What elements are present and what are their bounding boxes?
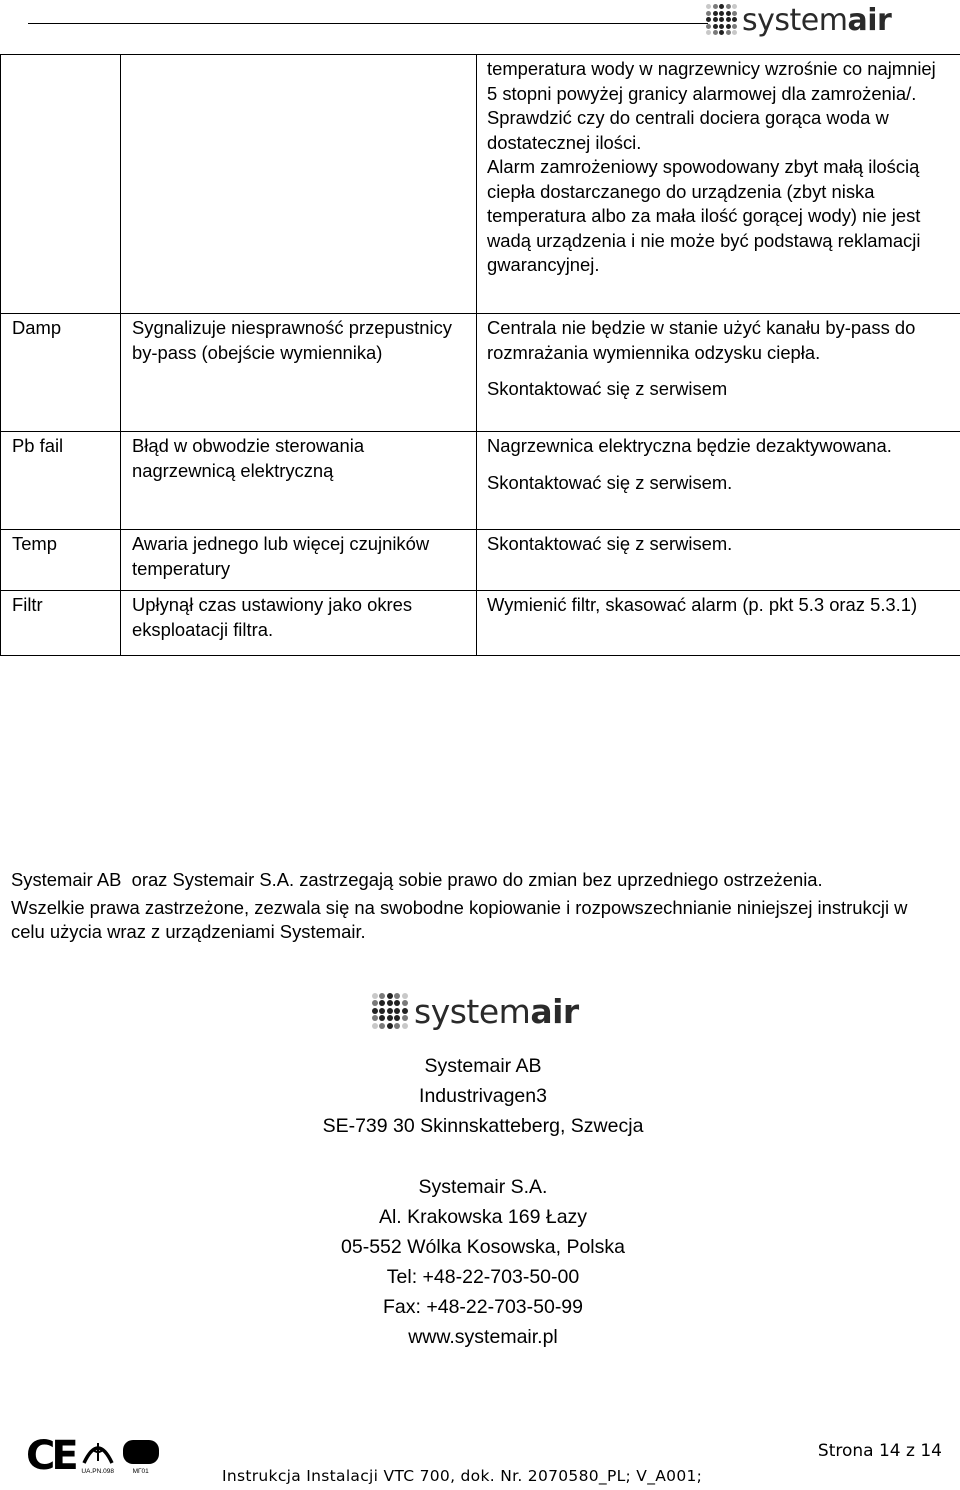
pct-mark: МГ01 bbox=[121, 1437, 161, 1475]
action-text: Alarm zamrożeniowy spowodowany zbyt małą ilością ciepła dostarczanego do urządzenia (zbyt niska temperatura albo za mała ilość gorącej wody) nie jest wadą urządzenia i nie może być podstawą reklamacji gwarancyjnej. bbox=[487, 156, 921, 275]
notice-line: Systemair AB oraz Systemair S.A. zastrzegają sobie prawo do zmian bez uprzedniego ostrzeżenia. bbox=[11, 869, 823, 890]
alarm-description-cell: Upłynął czas ustawiony jako okres eksploatacji filtra. bbox=[121, 591, 477, 656]
alarm-code-cell: Damp bbox=[1, 314, 121, 432]
table-row bbox=[1, 591, 960, 656]
company-city: 05-552 Wólka Kosowska, Polska bbox=[341, 1236, 625, 1258]
company-name: Systemair AB bbox=[424, 1055, 542, 1077]
alarm-code-cell: Filtr bbox=[1, 591, 121, 656]
logo-wordmark: systemair bbox=[742, 2, 892, 38]
ce-mark-icon: CE bbox=[26, 1433, 75, 1479]
alarm-code-cell bbox=[1, 55, 121, 314]
alarm-action-cell bbox=[477, 432, 960, 530]
ua-trident-icon bbox=[81, 1437, 115, 1467]
copyright-notice bbox=[11, 868, 941, 945]
company-website: www.systemair.pl bbox=[408, 1326, 558, 1348]
pct-mark-icon bbox=[121, 1437, 161, 1467]
document-footer: Instrukcja Instalacji VTC 700, dok. Nr. 2070580_PL; V_A001; bbox=[222, 1467, 703, 1485]
notice-line: Wszelkie prawa zastrzeżone, zezwala się na swobodne kopiowanie i rozpowszechnianie niniejszej instrukcji w celu użycia wraz z urządzeniami Systemair. bbox=[11, 896, 908, 942]
company-street: Industrivagen3 bbox=[419, 1085, 547, 1107]
company-fax: Fax: +48-22-703-50-99 bbox=[383, 1296, 583, 1318]
page-number: Strona 14 z 14 bbox=[817, 1441, 942, 1461]
address-systemair-sa bbox=[0, 1172, 960, 1352]
alarm-description-cell: Sygnalizuje niesprawność przepustnicy by-pass (obejście wymiennika) bbox=[121, 314, 477, 432]
action-text: Centrala nie będzie w stanie użyć kanału by-pass do rozmrażania wymiennika odzysku ciepła. bbox=[487, 317, 916, 363]
action-text: Wymienić filtr, skasować alarm (p. pkt 5.3 oraz 5.3.1) bbox=[487, 594, 918, 615]
systemair-logo-header bbox=[706, 2, 891, 38]
header-rule bbox=[28, 23, 708, 24]
alarm-action-cell bbox=[477, 591, 960, 656]
logo-wordmark: systemair bbox=[414, 991, 579, 1031]
table-row bbox=[1, 314, 960, 432]
company-phone: Tel: +48-22-703-50-00 bbox=[386, 1266, 580, 1288]
table-row bbox=[1, 432, 960, 530]
action-text: Skontaktować się z serwisem. bbox=[487, 471, 733, 493]
logo-dots-icon bbox=[706, 4, 738, 36]
alarm-code-cell: Pb fail bbox=[1, 432, 121, 530]
alarm-table bbox=[0, 54, 960, 656]
company-street: Al. Krakowska 169 Łazy bbox=[378, 1206, 588, 1228]
ua-conformity-mark: UA.PN.098 bbox=[81, 1437, 115, 1475]
action-text: Sprawdzić czy do centrali dociera gorąca woda w dostatecznej ilości. bbox=[487, 107, 889, 153]
company-name: Systemair S.A. bbox=[418, 1176, 548, 1198]
table-row bbox=[1, 55, 960, 314]
systemair-logo bbox=[372, 990, 579, 1032]
alarm-action-cell bbox=[477, 314, 960, 432]
alarm-description-cell bbox=[121, 55, 477, 314]
alarm-action-cell bbox=[477, 530, 960, 591]
company-city: SE-739 30 Skinnskatteberg, Szwecja bbox=[322, 1115, 644, 1137]
alarm-description-cell: Błąd w obwodzie sterowania nagrzewnicą elektryczną bbox=[121, 432, 477, 530]
address-systemair-ab bbox=[0, 1051, 960, 1141]
alarm-code-cell: Temp bbox=[1, 530, 121, 591]
action-text: Skontaktować się z serwisem bbox=[487, 378, 728, 399]
alarm-action-cell bbox=[477, 55, 960, 314]
certification-marks bbox=[26, 1433, 161, 1479]
action-text: Nagrzewnica elektryczna będzie dezaktywowana. bbox=[487, 435, 892, 456]
action-text: temperatura wody w nagrzewnicy wzrośnie co najmniej 5 stopni powyżej granicy alarmowej dla zamrożenia/. bbox=[487, 58, 936, 104]
action-text: Skontaktować się z serwisem. bbox=[487, 533, 733, 554]
table-row bbox=[1, 530, 960, 591]
logo-dots-icon bbox=[372, 993, 408, 1029]
alarm-description-cell: Awaria jednego lub więcej czujników temperatury bbox=[121, 530, 477, 591]
